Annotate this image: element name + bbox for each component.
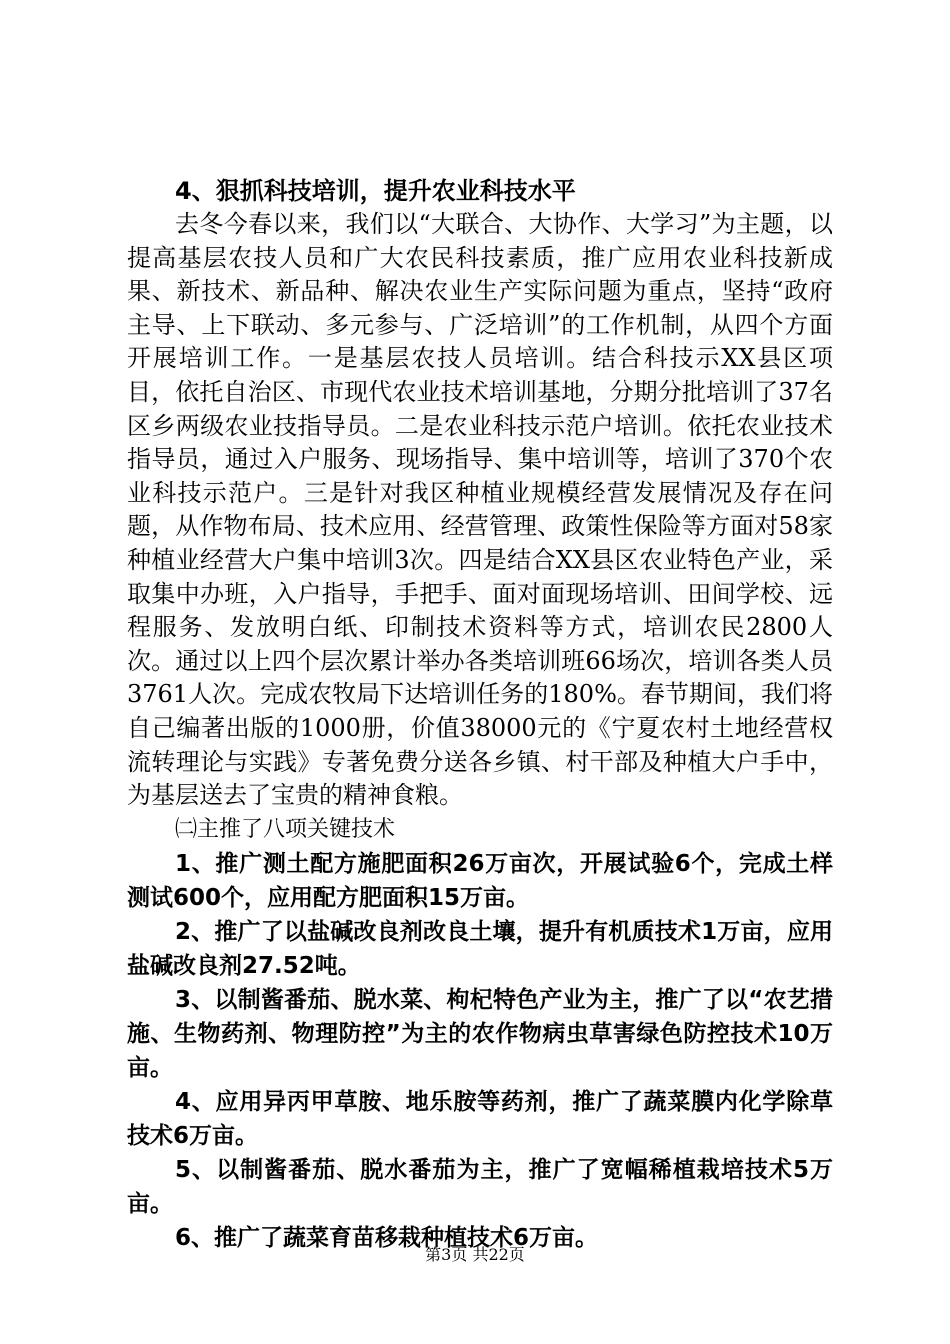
section-heading: 4、狠抓科技培训，提升农业科技水平 bbox=[175, 177, 576, 205]
tech-item-1: 1、推广测土配方施肥面积26万亩次，开展试验6个，完成土样测试600个，应用配方肥面积15万亩。 bbox=[127, 850, 833, 911]
tech-item-2: 2、推广了以盐碱改良剂改良土壤，提升有机质技术1万亩，应用盐碱改良剂27.52吨。 bbox=[127, 918, 833, 979]
page-content bbox=[127, 174, 833, 1255]
tech-item-6: 6、推广了蔬菜育苗移栽种植技术6万亩。 bbox=[175, 1224, 599, 1251]
tech-item-3: 3、以制酱番茄、脱水菜、枸杞特色产业为主，推广了以“农艺措施、生物药剂、物理防控”为主的农作物病虫草害绿色防控技术10万亩。 bbox=[127, 986, 833, 1081]
training-paragraph: 去冬今春以来，我们以“大联合、大协作、大学习”为主题，以提高基层农技人员和广大农民科技素质，推广应用农业科技新成果、新技术、新品种、解决农业生产实际问题为重点，坚持“政府主导、上下联动、多元参与、广泛培训”的工作机制，从四个方面开展培训工作。一是基层农技人员培训。结合科技示XX县区项目，依托自治区、市现代农业技术培训基地，分期分批培训了37名区乡两级农业技指导员。二是农业科技示范户培训。依托农业技术指导员，通过入户服务、现场指导、集中培训等，培训了370个农业科技示范户。三是针对我区种植业规模经营发展情况及存在问题，从作物布局、技术应用、经营管理、政策性保险等方面对58家种植业经营大户集中培训3次。四是结合XX县区农业特色产业，采取集中办班，入户指导，手把手、面对面现场培训、田间学校、远程服务、发放明白纸、印制技术资料等方式，培训农民2800人次。通过以上四个层次累计举办各类培训班66场次，培训各类人员3761人次。完成农牧局下达培训任务的180%。春节期间，我们将自己编著出版的1000册，价值38000元的《宁夏农村土地经营权流转理论与实践》专著免费分送各乡镇、村干部及种植大户手中，为基层送去了宝贵的精神食粮。 bbox=[127, 210, 833, 810]
page-footer: 第3页 共22页 bbox=[425, 1245, 525, 1264]
subsection-heading: ㈡主推了八项关键技术 bbox=[175, 816, 396, 842]
tech-item-4: 4、应用异丙甲草胺、地乐胺等药剂，推广了蔬菜膜内化学除草技术6万亩。 bbox=[127, 1088, 833, 1149]
tech-item-5: 5、以制酱番茄、脱水番茄为主，推广了宽幅稀植栽培技术5万亩。 bbox=[127, 1156, 833, 1217]
